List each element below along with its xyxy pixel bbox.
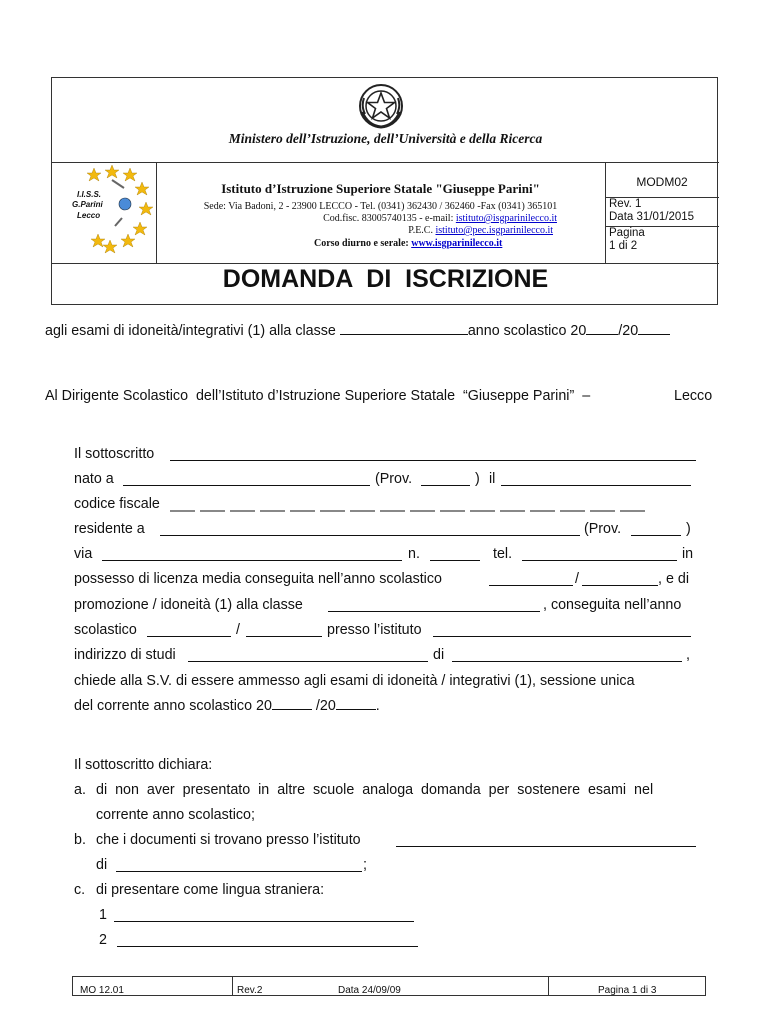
- school-website-line: [314, 238, 502, 249]
- footer-date: Data 24/09/09: [338, 985, 401, 996]
- documents-school-blank[interactable]: [396, 846, 696, 847]
- school-pec-line: [408, 225, 553, 236]
- residente-label: residente a: [74, 521, 145, 537]
- italian-republic-emblem: [356, 82, 406, 130]
- promo-year-from-blank[interactable]: [147, 636, 231, 637]
- school-name: Istituto d’Istruzione Superiore Statale "Giuseppe Parini": [221, 181, 540, 196]
- stars-ring-icon: [52, 162, 156, 263]
- chiede-text: chiede alla S.V. di essere ammesso agli esami di idoneità / integrativi (1), sessione unica: [74, 673, 635, 689]
- language-2-blank[interactable]: [117, 946, 418, 947]
- doc-rev: Rev. 1: [609, 198, 642, 210]
- indirizzo-label: indirizzo di studi: [74, 647, 176, 663]
- doc-page-label: Pagina: [609, 227, 645, 239]
- item-c-line1: di presentare come lingua straniera:: [96, 882, 325, 898]
- footer-page: Pagina 1 di 3: [598, 985, 657, 996]
- promozione-label: promozione / idoneità (1) alla classe: [74, 597, 303, 613]
- name-blank[interactable]: [170, 460, 696, 461]
- email-link[interactable]: istituto@isgparinilecco.it: [455, 213, 557, 224]
- footer-code: MO 12.01: [80, 985, 124, 996]
- possesso-label: possesso di licenza media conseguita nell’anno scolastico: [74, 571, 442, 587]
- website-link[interactable]: www.isgparinilecco.it: [411, 238, 503, 249]
- item-a-label: a.: [74, 782, 86, 798]
- licenza-year-to-blank[interactable]: [582, 585, 658, 586]
- promo-class-blank[interactable]: [328, 611, 540, 612]
- exam-year-from-blank[interactable]: [272, 708, 312, 710]
- logo-line-1: I.I.S.S.: [77, 190, 102, 199]
- codice-fiscale-boxes[interactable]: [170, 510, 650, 512]
- item-c-label: c.: [74, 882, 86, 898]
- ministry-name: Ministero dell’Istruzione, dell’Università e della Ricerca: [228, 131, 543, 146]
- form-title: DOMANDA DI ISCRIZIONE: [222, 265, 549, 293]
- item-b-di: di: [96, 857, 108, 873]
- n-label: n.: [408, 546, 420, 562]
- exam-year-to-blank[interactable]: [336, 708, 376, 710]
- presso-label: presso l’istituto: [327, 622, 422, 638]
- school-codfisc-line: [323, 213, 557, 224]
- item-b-end: ;: [363, 857, 367, 873]
- lang-1-label: 1: [99, 907, 107, 923]
- item-a-line2: corrente anno scolastico;: [96, 807, 255, 823]
- item-b-label: b.: [74, 832, 86, 848]
- sottoscritto-label: Il sottoscritto: [74, 446, 155, 462]
- study-city-blank[interactable]: [452, 661, 682, 662]
- promo-school-blank[interactable]: [433, 636, 691, 637]
- licenza-year-from-blank[interactable]: [489, 585, 573, 586]
- dichiara-heading: Il sottoscritto dichiara:: [74, 757, 213, 773]
- in-label: in: [682, 546, 694, 562]
- doc-date: Data 31/01/2015: [609, 211, 695, 223]
- cf-char-blanks: [170, 510, 650, 512]
- tel-label: tel.: [493, 546, 513, 562]
- via-label: via: [74, 546, 93, 562]
- doc-code: MODM02: [636, 175, 688, 189]
- footer-table: [72, 976, 706, 996]
- year-from-blank[interactable]: [586, 333, 618, 335]
- class-blank[interactable]: [340, 333, 468, 335]
- logo-line-3: Lecco: [77, 211, 101, 220]
- di-label: di: [433, 647, 445, 663]
- doc-page-value: 1 di 2: [609, 240, 638, 252]
- school-address: Sede: Via Badoni, 2 - 23900 LECCO - Tel. (0341) 362430 / 362460 -Fax (0341) 365101: [203, 201, 558, 212]
- pec-label: P.E.C.: [408, 225, 436, 236]
- language-1-blank[interactable]: [114, 921, 414, 922]
- anno-label: anno scolastico 20: [467, 323, 587, 339]
- lang-2-label: 2: [99, 932, 107, 948]
- street-blank[interactable]: [102, 560, 402, 561]
- il-label: il: [489, 471, 496, 487]
- documents-city-blank[interactable]: [116, 871, 362, 872]
- intro-text: agli esami di idoneità/integrativi (1) alla classe: [45, 323, 336, 339]
- corrente-label: del corrente anno scolastico 20: [74, 698, 272, 714]
- school-logo: [52, 162, 156, 263]
- phone-blank[interactable]: [522, 560, 677, 561]
- study-track-blank[interactable]: [188, 661, 428, 662]
- comma: ,: [686, 647, 690, 663]
- number-blank[interactable]: [430, 560, 480, 561]
- intro-line: [45, 323, 670, 339]
- res-prov-label: (Prov.: [584, 521, 622, 537]
- birth-prov-blank[interactable]: [421, 485, 470, 486]
- codfisc-label: Cod.fisc. 83005740135 - e-mail:: [323, 213, 456, 224]
- recipient-city: Lecco: [674, 388, 713, 404]
- corso-label: Corso diurno e serale:: [314, 238, 412, 249]
- codice-fiscale-label: codice fiscale: [74, 496, 160, 512]
- logo-line-2: G.Parini: [72, 200, 103, 209]
- slash-2: /: [236, 622, 240, 638]
- prov-label: (Prov.: [375, 471, 413, 487]
- item-a-line1: di non aver presentato in altre scuole analoga domanda per sostenere esami nel: [96, 782, 654, 798]
- pec-link[interactable]: istituto@pec.isgparinilecco.it: [435, 225, 553, 236]
- footer-rev: Rev.2: [237, 985, 263, 996]
- year-to-blank[interactable]: [638, 333, 670, 335]
- birthplace-blank[interactable]: [123, 485, 370, 486]
- e-di-label: , e di: [658, 571, 689, 587]
- year-sep: /20: [618, 323, 639, 339]
- corrente-sep: /20: [315, 698, 336, 714]
- res-prov-blank[interactable]: [631, 535, 681, 536]
- residence-blank[interactable]: [160, 535, 580, 536]
- nato-label: nato a: [74, 471, 114, 487]
- res-prov-close: ): [686, 521, 691, 537]
- slash-1: /: [575, 571, 579, 587]
- recipient-line: Al Dirigente Scolastico dell’Istituto d’Istruzione Superiore Statale “Giuseppe Parini” –: [45, 388, 591, 404]
- birthdate-blank[interactable]: [501, 485, 691, 486]
- scolastico-label: scolastico: [74, 622, 137, 638]
- corrente-line: [74, 698, 380, 714]
- corrente-end: .: [375, 698, 380, 714]
- conseguita-label: , conseguita nell’anno: [543, 597, 682, 613]
- promo-year-to-blank[interactable]: [246, 636, 322, 637]
- item-b-line1: che i documenti si trovano presso l’istituto: [96, 832, 361, 848]
- header-table: [51, 77, 718, 305]
- prov-close: ): [475, 471, 480, 487]
